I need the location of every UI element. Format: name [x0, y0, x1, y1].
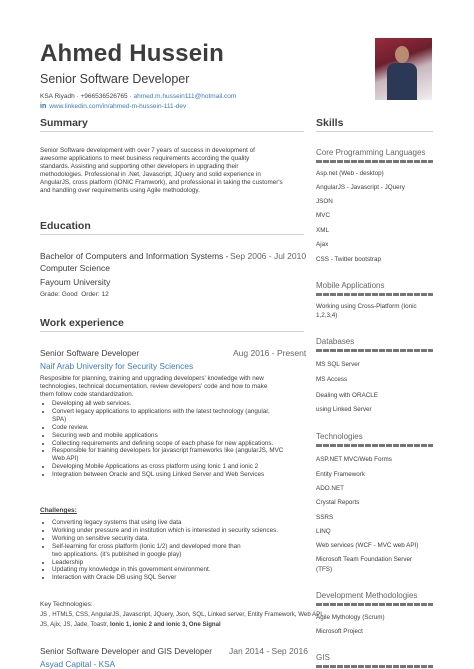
skill-item: using Linked Server — [316, 406, 372, 413]
list-item: • Convert legacy applications to applications with the latest technology (angular, — [52, 408, 315, 416]
location-text: KSA Riyadh — [40, 93, 75, 100]
grade-value: Good — [61, 291, 78, 298]
degree-line-1: Bachelor of Computers and Information Systems - — [40, 251, 229, 261]
email-link[interactable]: ahmed.m.hussein111@hotmail.com — [133, 93, 237, 100]
summary-line: and handling over requirements using Agile methodology. — [40, 187, 200, 195]
list-item: • Securing web and mobile applications — [52, 432, 315, 440]
skill-level-bar — [316, 444, 433, 447]
skill-item: LINQ — [316, 528, 331, 535]
grade-line — [40, 291, 109, 298]
skill-item: CSS - Twitter bootstrap — [316, 256, 381, 263]
skill-item: ASP.NET MVC/Web Forms — [316, 456, 392, 463]
list-item: • Converting legacy systems that using live data — [52, 519, 322, 527]
list-item-continued: Web API) — [52, 455, 79, 463]
skill-group-gis: GIS — [316, 653, 330, 662]
list-item: • Leadership — [52, 559, 322, 567]
key-technologies-label: Key Technologies: — [40, 601, 93, 608]
skill-item: MS Access — [316, 376, 348, 383]
company-name[interactable]: Naif Arab University for Security Sciences — [40, 361, 194, 371]
skill-item: 1,2,3,4) — [316, 312, 338, 319]
skill-item: Dealing with ORACLE — [316, 392, 378, 399]
skill-item: Asp.net (Web - desktop) — [316, 170, 384, 177]
skill-item: Crystal Reports — [316, 499, 360, 506]
summary-heading: Summary — [40, 117, 88, 129]
skill-item: Ajax — [316, 241, 329, 248]
skill-item: Entity Framework — [316, 471, 365, 478]
skill-item: Web services (WCF - MVC web API) — [316, 542, 419, 549]
work-divider — [40, 331, 304, 332]
skill-group-databases: Databases — [316, 337, 355, 346]
summary-text — [40, 147, 310, 195]
skill-item: Working using Cross-Platform (Ionic — [316, 303, 417, 310]
job-dates: Aug 2016 - Present — [233, 348, 307, 358]
list-item-continued: two applications. (it's published in google play) — [52, 550, 182, 558]
skills-heading: Skills — [316, 117, 344, 129]
list-item: • Code review. — [52, 424, 315, 432]
school-name: Fayoum University — [40, 277, 111, 287]
photo-head — [395, 46, 409, 63]
job-title: Senior Software Developer — [40, 348, 140, 358]
linkedin-link[interactable]: www.linkedin.com/in/ahmed-m-hussein-111-dev — [49, 103, 187, 110]
education-dates: Sep 2006 - Jul 2010 — [230, 251, 307, 261]
description-line: Resposible for planning, training and upgrading developers' knowledge with new — [40, 375, 264, 382]
job-title: Senior Software Developer and GIS Developer — [40, 646, 213, 656]
skill-level-bar — [316, 293, 433, 296]
summary-divider — [40, 131, 304, 132]
key-technologies-line-2 — [40, 621, 221, 628]
list-item: • Updating my knowledge in this government environment. — [52, 566, 322, 574]
separator: · — [129, 93, 134, 100]
list-item: • Self-learning for cross platform (Ionic 1/2) and developed more than — [52, 543, 322, 551]
challenges-label: Challenges: — [40, 507, 77, 514]
skill-item: XML — [316, 227, 329, 234]
summary-line: Senior Software development with over 7 years of success in development of — [40, 147, 255, 154]
list-item: • Collecting requirements and defining scope of each phase for new applications. — [52, 440, 315, 448]
skill-level-bar — [316, 603, 433, 606]
linkedin-icon: in — [40, 103, 47, 110]
candidate-name: Ahmed Hussein — [40, 40, 224, 67]
challenges-list — [40, 519, 322, 582]
skill-item: Agile Mythology (Scrum) — [316, 614, 385, 621]
key-technologies-line-1: JS , HTML5, CSS, AngularJS, Javascript, JQuery, Json, SQL, Linked server, Entity Framework, Web API, — [40, 611, 324, 618]
skills-divider — [316, 131, 433, 132]
skill-group-methodologies: Development Methodologies — [316, 591, 418, 600]
phone-text: +966536526765 — [80, 93, 128, 100]
description-line: technologies, technical documentation. review developers' code and how to make — [40, 383, 268, 391]
education-heading: Education — [40, 220, 91, 232]
profile-photo — [375, 38, 432, 100]
skill-group-core-programming: Core Programming Languages — [316, 148, 426, 157]
job-dates: Jan 2014 - Sep 2016 — [229, 646, 308, 656]
degree-line-2: Computer Science — [40, 263, 110, 273]
list-item: • Integration between Oracle and SQL using Linked Server and Web Services — [52, 471, 315, 479]
summary-line: methodologies. Professional in .Net, Javascript, JQuery and solid experience in — [40, 171, 261, 179]
key-tech-plain: JS, Ajix, JS, Jade, Toastr, — [40, 621, 109, 628]
skill-item: Microsoft Team Foundation Server — [316, 556, 413, 563]
company-name[interactable]: Asyad Capital - KSA — [40, 659, 116, 669]
order-value: 12 — [101, 291, 109, 298]
skill-item: (TFS) — [316, 566, 333, 573]
skill-item: Microsoft Project — [316, 628, 363, 635]
photo-body — [387, 63, 417, 100]
contact-line — [40, 93, 236, 100]
job-description — [40, 375, 315, 399]
skill-item: JSON — [316, 198, 333, 205]
skill-level-bar — [316, 349, 433, 352]
skill-group-mobile: Mobile Applications — [316, 281, 385, 290]
separator: · — [76, 93, 81, 100]
skill-item: AngularJS - Javascript - JQuery — [316, 184, 405, 191]
list-item: • Responsible for training developers for javascript frameworks like (angularJS, MVC — [52, 447, 315, 455]
summary-line: awesome applications to meet business requirements according the quality — [40, 155, 250, 163]
skill-item: MS SQL Server — [316, 361, 360, 368]
responsibility-list — [40, 400, 315, 479]
skill-item: MVC — [316, 212, 330, 219]
order-label: Order: — [81, 291, 100, 298]
summary-line: AngularJS, cross platform (IONIC Framwork), and professional in taking the customer's — [40, 179, 283, 187]
linkedin-line — [40, 103, 186, 110]
list-item: • Working on sensitive security data. — [52, 535, 322, 543]
description-line: them follow code standardization. — [40, 391, 134, 399]
list-item: • Interaction with Oracle DB using SQL Server — [52, 574, 322, 582]
skill-item: ADO.NET — [316, 485, 344, 492]
candidate-title: Senior Software Developer — [40, 72, 190, 86]
grade-label: Grade: — [40, 291, 60, 298]
education-divider — [40, 234, 304, 235]
skill-level-bar — [316, 160, 433, 163]
summary-line: standards. Assisting and supporting other developers in upgrading their — [40, 163, 239, 171]
list-item: • Developing all web services. — [52, 400, 315, 408]
skill-group-technologies: Technologies — [316, 432, 363, 441]
work-heading: Work experience — [40, 317, 124, 329]
list-item: • Developing Mobile Applications as cross platform using Ionic 1 and ionic 2 — [52, 463, 315, 471]
skill-item: SSRS — [316, 514, 334, 521]
key-tech-bold: Ionic 1, ionic 2 and ionic 3, One Signal — [110, 621, 221, 628]
list-item-continued: SPA) — [52, 415, 67, 423]
list-item: • Working under pressure and in institution which is interested in security sciences. — [52, 527, 322, 535]
